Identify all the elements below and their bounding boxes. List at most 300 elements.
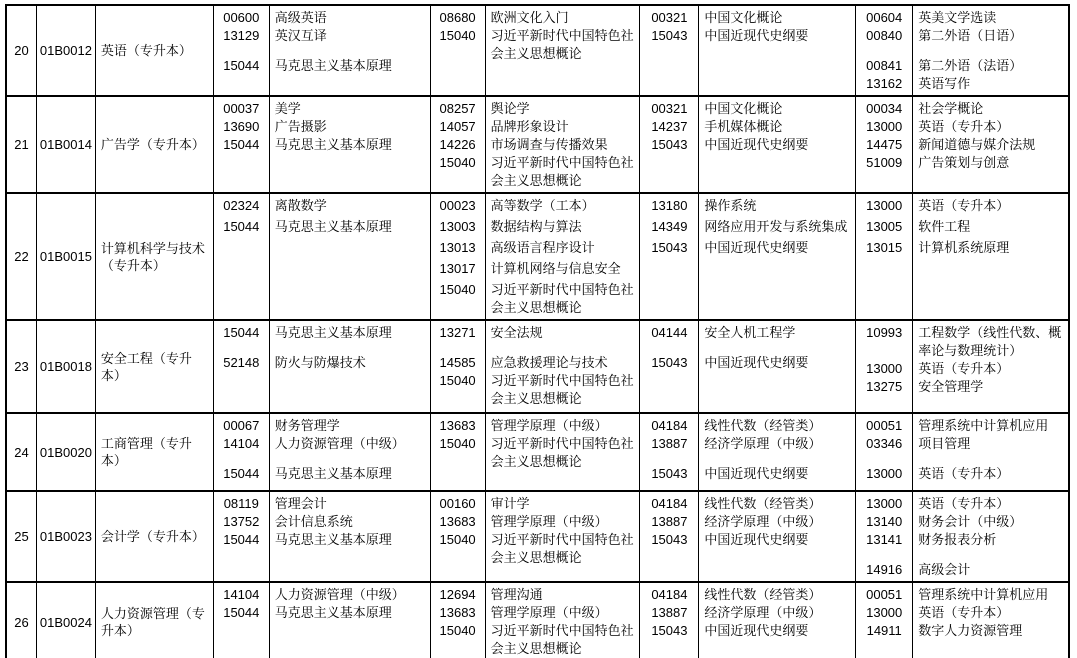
table-row xyxy=(7,321,1068,414)
course-name: 英语（专升本） xyxy=(918,605,1010,620)
course-code: 15043 xyxy=(651,466,688,481)
row-number: 23 xyxy=(7,321,37,412)
column-divider xyxy=(269,321,270,412)
course-code: 13000 xyxy=(866,496,903,511)
exam-slot-cell xyxy=(640,97,856,192)
course-name: 社会学概论 xyxy=(918,101,984,116)
exam-slot-cell xyxy=(431,6,641,95)
major-name: 安全工程（专升本） xyxy=(96,321,214,412)
course-row xyxy=(431,435,640,471)
major-code: 01B0015 xyxy=(37,194,96,319)
course-code: 14104 xyxy=(223,436,260,451)
course-name: 欧洲文化入门 xyxy=(490,10,569,25)
course-row xyxy=(856,513,1068,531)
exam-slot-cell xyxy=(856,492,1068,581)
column-divider xyxy=(485,583,486,658)
exam-slot-cell xyxy=(856,97,1068,192)
course-row xyxy=(856,465,1068,483)
course-name: 英汉互译 xyxy=(274,28,327,43)
course-row xyxy=(431,197,640,218)
course-row xyxy=(856,378,1068,396)
column-divider xyxy=(485,194,486,319)
major-name: 广告学（专升本） xyxy=(96,97,214,192)
course-code: 00034 xyxy=(866,101,903,116)
course-name: 安全管理学 xyxy=(918,379,984,394)
course-code: 13162 xyxy=(866,76,903,91)
course-row xyxy=(640,118,855,136)
course-row xyxy=(431,27,640,63)
course-row xyxy=(431,239,640,260)
course-row xyxy=(214,218,430,239)
column-divider xyxy=(485,97,486,192)
course-row xyxy=(640,354,855,372)
course-name: 广告策划与创意 xyxy=(918,155,1010,170)
column-divider xyxy=(912,97,913,192)
course-name: 英语（专升本） xyxy=(918,466,1010,481)
course-name: 马克思主义基本原理 xyxy=(274,58,392,73)
course-row xyxy=(431,417,640,435)
course-name: 离散数学 xyxy=(274,198,327,213)
major-name: 会计学（专升本） xyxy=(96,492,214,581)
course-code: 00023 xyxy=(439,198,476,213)
course-code: 15044 xyxy=(223,219,260,234)
course-code: 13683 xyxy=(439,418,476,433)
course-code: 15044 xyxy=(223,532,260,547)
course-code: 00051 xyxy=(866,418,903,433)
major-code: 01B0024 xyxy=(37,583,96,658)
course-name: 线性代数（经管类） xyxy=(704,496,822,511)
course-name: 美学 xyxy=(274,101,301,116)
course-name: 管理系统中计算机应用 xyxy=(918,418,1049,433)
column-divider xyxy=(912,583,913,658)
course-code: 14911 xyxy=(866,623,902,638)
course-row xyxy=(856,27,1068,45)
course-code: 13013 xyxy=(439,240,476,255)
course-name: 习近平新时代中国特色社会主义思想概论 xyxy=(490,28,634,61)
course-name: 习近平新时代中国特色社会主义思想概论 xyxy=(490,373,634,406)
course-name: 应急救援理论与技术 xyxy=(490,355,608,370)
exam-slot-cell xyxy=(856,321,1068,412)
exam-slot-cell xyxy=(640,6,856,95)
course-code: 13275 xyxy=(866,379,903,394)
course-name: 习近平新时代中国特色社会主义思想概论 xyxy=(490,623,634,656)
column-divider xyxy=(912,194,913,319)
course-row xyxy=(214,57,430,75)
course-name: 管理学原理（中级） xyxy=(490,418,608,433)
course-name: 经济学原理（中级） xyxy=(704,514,822,529)
exam-slot-cell xyxy=(431,97,641,192)
course-name: 线性代数（经管类） xyxy=(704,587,822,602)
course-code: 13271 xyxy=(439,325,476,340)
course-row xyxy=(214,531,430,549)
course-name: 市场调查与传播效果 xyxy=(490,137,608,152)
course-code: 15044 xyxy=(223,325,260,340)
course-code: 13015 xyxy=(866,240,903,255)
course-code: 13000 xyxy=(866,198,903,213)
course-row xyxy=(431,372,640,408)
course-row xyxy=(431,531,640,567)
column-divider xyxy=(912,321,913,412)
course-row xyxy=(856,360,1068,378)
course-row xyxy=(431,260,640,281)
course-code: 15040 xyxy=(439,623,476,638)
course-row xyxy=(431,354,640,372)
course-name: 新闻道德与媒介法规 xyxy=(918,137,1036,152)
exam-slot-cell xyxy=(214,492,431,581)
exam-slot-cell xyxy=(214,6,431,95)
course-row xyxy=(431,9,640,27)
course-name: 习近平新时代中国特色社会主义思想概论 xyxy=(490,436,634,469)
course-code: 15040 xyxy=(439,532,476,547)
course-code: 13140 xyxy=(866,514,903,529)
course-name: 英语（专升本） xyxy=(918,119,1010,134)
exam-slot-cell xyxy=(431,492,641,581)
course-row xyxy=(856,495,1068,513)
course-code: 13683 xyxy=(439,514,476,529)
course-code: 13887 xyxy=(651,514,688,529)
course-row xyxy=(856,435,1068,453)
exam-slot-cell xyxy=(856,414,1068,490)
course-row xyxy=(431,604,640,622)
column-divider xyxy=(485,321,486,412)
course-name: 数字人力资源管理 xyxy=(918,623,1023,638)
course-name: 工程数学（线性代数、概率论与数理统计） xyxy=(918,325,1062,358)
course-code: 15043 xyxy=(651,240,688,255)
course-row xyxy=(856,57,1068,75)
course-row xyxy=(640,622,855,640)
course-code: 02324 xyxy=(223,198,260,213)
course-row xyxy=(856,45,1068,57)
course-row xyxy=(431,586,640,604)
course-name: 英语（专升本） xyxy=(918,198,1010,213)
course-name: 英语写作 xyxy=(918,76,971,91)
course-code: 13000 xyxy=(866,361,903,376)
course-name: 计算机网络与信息安全 xyxy=(490,261,621,276)
column-divider xyxy=(912,492,913,581)
course-row xyxy=(856,239,1068,260)
course-name: 马克思主义基本原理 xyxy=(274,219,392,234)
course-row xyxy=(640,197,855,218)
course-row xyxy=(431,495,640,513)
course-name: 财务会计（中级） xyxy=(918,514,1023,529)
course-row xyxy=(640,453,855,465)
course-name: 品牌形象设计 xyxy=(490,119,569,134)
table-row xyxy=(7,194,1068,321)
course-code: 00321 xyxy=(651,101,688,116)
course-row xyxy=(214,136,430,154)
course-code: 15040 xyxy=(439,155,476,170)
course-code: 13141 xyxy=(866,532,903,547)
column-divider xyxy=(485,6,486,95)
course-code: 00321 xyxy=(651,10,688,25)
exam-slot-cell xyxy=(856,6,1068,95)
row-number: 22 xyxy=(7,194,37,319)
course-row xyxy=(856,154,1068,172)
course-code: 15044 xyxy=(223,58,260,73)
column-divider xyxy=(485,414,486,490)
course-row xyxy=(640,417,855,435)
course-row xyxy=(214,324,430,342)
exam-slot-cell xyxy=(214,97,431,192)
course-name: 项目管理 xyxy=(918,436,971,451)
course-code: 14475 xyxy=(866,137,903,152)
row-number: 25 xyxy=(7,492,37,581)
column-divider xyxy=(698,492,699,581)
column-divider xyxy=(485,492,486,581)
exam-slot-cell xyxy=(640,492,856,581)
course-code: 15044 xyxy=(223,466,260,481)
course-code: 00840 xyxy=(866,28,903,43)
course-name: 手机媒体概论 xyxy=(704,119,783,134)
course-name: 会计信息系统 xyxy=(274,514,353,529)
table-row xyxy=(7,97,1068,194)
course-row xyxy=(640,586,855,604)
major-name: 计算机科学与技术（专升本） xyxy=(96,194,214,319)
exam-slot-cell xyxy=(431,583,641,658)
major-code: 01B0018 xyxy=(37,321,96,412)
course-row xyxy=(856,604,1068,622)
course-row xyxy=(640,324,855,342)
course-name: 习近平新时代中国特色社会主义思想概论 xyxy=(490,282,634,315)
course-code: 13000 xyxy=(866,119,903,134)
column-divider xyxy=(269,194,270,319)
course-row xyxy=(640,100,855,118)
course-name: 高级会计 xyxy=(918,562,971,577)
row-number: 21 xyxy=(7,97,37,192)
course-row xyxy=(431,154,640,190)
course-row xyxy=(214,9,430,27)
course-name: 财务报表分析 xyxy=(918,532,997,547)
course-row xyxy=(640,513,855,531)
course-code: 52148 xyxy=(223,355,260,370)
row-number: 20 xyxy=(7,6,37,95)
course-row xyxy=(856,197,1068,218)
course-name: 管理系统中计算机应用 xyxy=(918,587,1049,602)
course-name: 操作系统 xyxy=(704,198,757,213)
course-code: 14104 xyxy=(223,587,260,602)
course-code: 13887 xyxy=(651,605,688,620)
course-row xyxy=(214,417,430,435)
course-name: 中国近现代史纲要 xyxy=(704,623,809,638)
course-name: 第二外语（法语） xyxy=(918,58,1023,73)
course-name: 习近平新时代中国特色社会主义思想概论 xyxy=(490,155,634,188)
course-code: 15043 xyxy=(651,623,688,638)
course-name: 马克思主义基本原理 xyxy=(274,532,392,547)
course-name: 管理会计 xyxy=(274,496,327,511)
course-code: 04184 xyxy=(651,418,688,433)
course-code: 08680 xyxy=(439,10,476,25)
course-name: 广告摄影 xyxy=(274,119,327,134)
course-row xyxy=(640,27,855,45)
course-name: 英语（专升本） xyxy=(918,496,1010,511)
course-row xyxy=(214,342,430,354)
exam-slot-cell xyxy=(214,583,431,658)
course-name: 管理学原理（中级） xyxy=(490,605,608,620)
row-number: 24 xyxy=(7,414,37,490)
column-divider xyxy=(912,414,913,490)
column-divider xyxy=(698,583,699,658)
course-name: 计算机系统原理 xyxy=(918,240,1010,255)
course-row xyxy=(214,354,430,372)
column-divider xyxy=(269,6,270,95)
course-name: 中国文化概论 xyxy=(704,10,783,25)
course-code: 10993 xyxy=(866,325,903,340)
course-code: 00600 xyxy=(223,10,260,25)
course-code: 15044 xyxy=(223,605,260,620)
column-divider xyxy=(269,492,270,581)
course-code: 14349 xyxy=(651,219,688,234)
course-row xyxy=(640,218,855,239)
column-divider xyxy=(698,194,699,319)
exam-slot-cell xyxy=(640,194,856,319)
column-divider xyxy=(698,414,699,490)
course-code: 14916 xyxy=(866,562,903,577)
course-code: 04144 xyxy=(651,325,688,340)
course-code: 14226 xyxy=(439,137,476,152)
major-code: 01B0014 xyxy=(37,97,96,192)
course-row xyxy=(431,136,640,154)
course-name: 高级英语 xyxy=(274,10,327,25)
course-name: 财务管理学 xyxy=(274,418,340,433)
exam-slot-cell xyxy=(431,321,641,412)
course-code: 13690 xyxy=(223,119,260,134)
course-name: 软件工程 xyxy=(918,219,971,234)
course-row xyxy=(214,100,430,118)
course-row xyxy=(431,622,640,658)
course-row xyxy=(431,100,640,118)
course-row xyxy=(856,531,1068,549)
exam-slot-cell xyxy=(856,194,1068,319)
course-row xyxy=(640,435,855,453)
course-code: 15040 xyxy=(439,282,476,297)
exam-slot-cell xyxy=(640,583,856,658)
column-divider xyxy=(269,583,270,658)
course-row xyxy=(214,453,430,465)
exam-slot-cell xyxy=(431,194,641,319)
course-row xyxy=(214,586,430,604)
course-name: 习近平新时代中国特色社会主义思想概论 xyxy=(490,532,634,565)
course-row xyxy=(856,118,1068,136)
major-code: 01B0023 xyxy=(37,492,96,581)
course-name: 人力资源管理（中级） xyxy=(274,436,405,451)
course-row xyxy=(856,417,1068,435)
course-row xyxy=(856,218,1068,239)
major-code: 01B0012 xyxy=(37,6,96,95)
major-name: 工商管理（专升本） xyxy=(96,414,214,490)
course-row xyxy=(640,342,855,354)
course-code: 13683 xyxy=(439,605,476,620)
course-name: 数据结构与算法 xyxy=(490,219,582,234)
course-name: 中国文化概论 xyxy=(704,101,783,116)
course-row xyxy=(640,495,855,513)
course-code: 14237 xyxy=(651,119,688,134)
course-row xyxy=(431,218,640,239)
course-name: 英语（专升本） xyxy=(918,361,1010,376)
exam-slot-cell xyxy=(640,414,856,490)
course-name: 经济学原理（中级） xyxy=(704,605,822,620)
table-row xyxy=(7,414,1068,492)
course-row xyxy=(431,324,640,342)
course-row xyxy=(214,118,430,136)
table-row xyxy=(7,492,1068,583)
course-row xyxy=(640,465,855,483)
course-code: 15043 xyxy=(651,137,688,152)
course-row xyxy=(214,465,430,483)
course-row xyxy=(214,495,430,513)
course-code: 00051 xyxy=(866,587,903,602)
course-code: 14057 xyxy=(439,119,476,134)
course-row xyxy=(214,604,430,622)
course-name: 第二外语（日语） xyxy=(918,28,1023,43)
course-name: 马克思主义基本原理 xyxy=(274,466,392,481)
course-row xyxy=(431,513,640,531)
course-code: 13000 xyxy=(866,605,903,620)
course-row xyxy=(856,453,1068,465)
course-row xyxy=(640,604,855,622)
course-code: 15044 xyxy=(223,137,260,152)
course-row xyxy=(214,27,430,45)
course-row xyxy=(856,622,1068,640)
course-name: 网络应用开发与系统集成 xyxy=(704,219,848,234)
course-name: 管理沟通 xyxy=(490,587,543,602)
course-row xyxy=(431,281,640,317)
course-code: 13003 xyxy=(439,219,476,234)
course-name: 英美文学选读 xyxy=(918,10,997,25)
exam-slot-cell xyxy=(640,321,856,412)
course-code: 13005 xyxy=(866,219,903,234)
course-name: 中国近现代史纲要 xyxy=(704,355,809,370)
major-code: 01B0020 xyxy=(37,414,96,490)
course-name: 舆论学 xyxy=(490,101,530,116)
course-name: 安全法规 xyxy=(490,325,543,340)
course-code: 15043 xyxy=(651,28,688,43)
course-code: 15040 xyxy=(439,28,476,43)
course-code: 15040 xyxy=(439,373,476,388)
course-name: 中国近现代史纲要 xyxy=(704,137,809,152)
table-row xyxy=(7,6,1068,97)
course-name: 中国近现代史纲要 xyxy=(704,240,809,255)
course-row xyxy=(214,513,430,531)
course-row xyxy=(214,435,430,453)
course-row xyxy=(214,45,430,57)
course-code: 15043 xyxy=(651,355,688,370)
column-divider xyxy=(698,321,699,412)
course-code: 13752 xyxy=(223,514,260,529)
course-name: 管理学原理（中级） xyxy=(490,514,608,529)
course-row xyxy=(856,75,1068,93)
column-divider xyxy=(698,6,699,95)
course-code: 51009 xyxy=(866,155,903,170)
exam-slot-cell xyxy=(214,321,431,412)
course-name: 中国近现代史纲要 xyxy=(704,28,809,43)
course-row xyxy=(640,9,855,27)
major-name: 英语（专升本） xyxy=(96,6,214,95)
course-code: 00037 xyxy=(223,101,260,116)
course-name: 经济学原理（中级） xyxy=(704,436,822,451)
course-row xyxy=(640,136,855,154)
course-name: 中国近现代史纲要 xyxy=(704,466,809,481)
course-name: 人力资源管理（中级） xyxy=(274,587,405,602)
course-code: 13887 xyxy=(651,436,688,451)
course-name: 防火与防爆技术 xyxy=(274,355,366,370)
course-code: 13180 xyxy=(651,198,688,213)
course-name: 高等数学（工本） xyxy=(490,198,595,213)
row-number: 26 xyxy=(7,583,37,658)
course-code: 08257 xyxy=(439,101,476,116)
course-code: 08119 xyxy=(223,496,259,511)
course-row xyxy=(856,561,1068,579)
course-name: 马克思主义基本原理 xyxy=(274,137,392,152)
